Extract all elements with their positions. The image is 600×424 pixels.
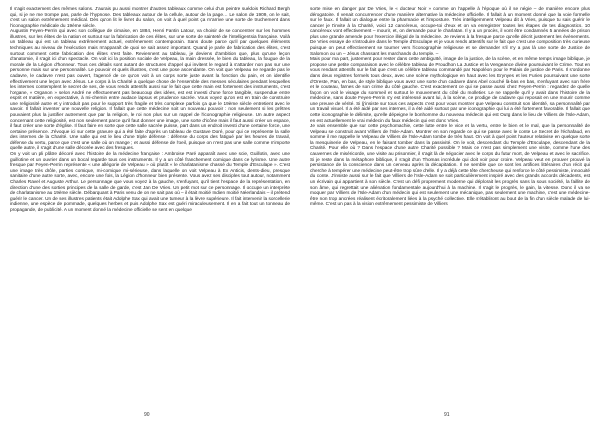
right-page-number: 91 — [444, 412, 450, 418]
left-paragraph-1: Il s'agit exactement des mêmes salons. J'aurais pu aussi montrer d'autres tableaux comme celui d'un peintre suédois Richard Bergh qui, si je ne me trompe pas, parle de l'hypnose. Des tableaux autour de la cellule, autour de la page… Le salon de 1909, on le sait, c'est un salon extrêmement médical. Dès qu'on lit le livret du salon, on voit à quel point ça m'arrive une sorte de truchement dans l'iconographie médicale du 19ème siècle. — [10, 6, 290, 28]
left-page-number: 90 — [144, 412, 150, 418]
left-page — [10, 6, 290, 406]
left-paragraph-2: Augustin Feyen-Perrin qui avec son collègue de cimaise, en 1884, Henri Fantin Latour, va choisir de se concentrer sur les hommes illustres, sur les élites de la nation et surtout sur la fabrication de ces élites, sur une sorte de sainteté de l'intelligentsia française. Voilà un tableau qui est un tableau extrêmement actuel, extrêmement contemporain. Sans doute parce qu'il par quelques éléments techniques au niveau de l'exécution mais m'apparaît de quoi se sait assez important. Quand je parle de fabrication des élites, c'est surtout comment cette fabrication des élites s'est faite. Reviennent au tableau, je deviens d'ambition que, plus qu'une leçon d'anatomie, il s'agit ici d'un spectacle. On voit ici la position sociale de Velpeau, la main dressée, le bien du tableau, la fougue de la morale de la Légion d'honneur. Tous ces détails sont autant de structures d'appel qui invitent le regard à s'attarder non pas sur une personne mais sur une personnalité. Le pouvoir et quels illustres, c'est une pose ascendante. On voit que Velpeau ne regarde pas le cadavre, le cadavre n'est pas ouvert, l'agencé de ce qu'on voit à un corps sorte juste avant la fonction du pain, et on identifie effectivement une leçon avec Jésus. Le corps à la Charité a quelque chose de l'ensemble des messes séculaires pendant lesquelles les internes contemplent le secret de ses, de vous rends attentifs aussi sur le fait que cette main est fortement des instruments, c'est l'organe, « Organon » selon André ne effectuement pas beaucoup des idées, est est investi d'une force tangible, suspendue entre esprit et matière, en expectative, à mi-chemin entre audace lapsus et prudence sacrée. Vous voyez qu'on est en train de construire une religiosité autre et y introduit pas pour le support très fragile et très complexe parfois ça que le 19ème siècle entretient avec le savoir. Il fallait inventer une nouvelle religion. Il fallait que cette médecine soit un nouveau pouvoir : non seulement si les prêtres pouvaient plus la justifier autrement que par la religion, le roi non plus sur un rappel de l'iconographie religieuse. Un autre aspect concernant cette religiosité, est non seulement parce qu'il faut donner une image, une sorte d'icône mais il faut aussi créer un espace, il faut créer une sorte d'église. Il faut faire en sorte que cette salle sacrée puisse, part dans un endroit investi d'une certaine force, une certaine présence. J'évoque ici sur cette gravure qui a été faite d'après un tableau de Gustave Doré, pour qui ce représente la salle des internes de la Charité. Une salle qui est le lieu d'une triple défense : défense du corps des fatigué par les heures de travail, défense du vertu, parce que c'est une salle où on mange ; et aussi défense de l'oeil, puisque on n'est pas une salle comme n'importe quelle autre, il s'agit d'une salle décorée avec des fresques. — [10, 28, 290, 151]
left-paragraph-3: On y voit un pli plâtre décoré avec l'histoire de la médecine française : Ambroise Paré apparaît avec une scie, Guillotin, avec une guillotine et un ouvrier dans un bocal regarde tous ces instruments. Il y a un côté franchement comique dans ce lyrisme. Une autre fresque par Feyen-Perrin représente « une allégorie de Velpeau » où plutôt « le charlatanisme chassé du Temple d'Esculape ». C'est une image très drôle, parties comique, mi-comique mi-sérieuse, dans laquelle on voit Velpeau à Ex Anticis, dents-dieu, presque sanitaire d'une autre sorte, avec, encore une fois, la Légion d'honneur bien présente. Vous avez ses disciples tout autour, notamment Charles Ravel et Auguste Arthur. Le personnage que vous voyez à la gauche, s'enfuyant, qu'il tient l'espace de la représentation, en direction d'une des sorties principes de la salle de garde, c'est Jan De Vries. Un petit mot sur ce personnage. Il occupe un interprète de charlatanisme au 19ème siècle. Débarquant à Paris venu de on ne sait pas où – il était moitié Indien moitié Néerlandais – il prétend guérir le cancer. Un de ses illustres patients était Adolphe Sax qui avait une tumeur à la lèvre supérieure. Il fait intervenir la sorcellerie indienne, une espèce de pommade, quelques herbes et puis Adolphe Sax est guéri miraculeusement. Il en a fait tout un tonneau de propagande, de publicité. A un moment donné la médecine officielle se sent en quelque — [10, 151, 290, 212]
right-paragraph-2: Mais pour ma part, justement pour rester dans cette ambiguïté, image de la justice, de la scène, et en même temps image biblique, je propose une petite comparaison avec le célèbre tableau de Proudhon La Justice et la Vengeance divine poursuivant le Crime. Tout en vous rendant attentifs sur le fait que c'est un célèbre tableau commandé par Napoléon pour le Palais de justice de Paris. Il s'ordonne dans deux registres formels tous deux, avec une scène mythologique en haut avec les Erynyes et les Furies poursuivant une sorte d'Oreste, Pan, en bas, de style biblique vous avez une sorte d'un cadavre dans Abel couché là-bas en bas, s'enfuyant avec son frère et le couteau, farnes de son crime du côté gauche. C'est exactement ce qui se passe aussi chez Feyen-Perrin : regardez de quelle façon on voit le visage du sommeil et surtout le mouvement du côté du molletier. Le ne rappelle qu'il y avait dans l'histoire de la médecine, sans doute Feyen-Perrin s'y est intéressé avant lui, à la scène, ce prodige de cadavre qui reposait en une mourir comme une preuve de vérité. Si (j'insiste sur tous ces aspects c'est pour vous montrer que Velpeau construit son identité, sa personnalité par un travail visuel. Il a été aidé par ses internes, il a été aidé surtout par une iconographie qui lui a été fortement favorable. Il fallait que cette iconographie le délimite, qu'elle dépeigne le bonhomme du nouveau médecin qui est Ouïg dans le lieu de Villiers de l'Isle-Adam, en est actuellement le vrai médecin du faux médecin qui est donc Vries. — [310, 56, 590, 123]
right-page — [310, 6, 590, 406]
right-paragraph-3: Je vais ensemble que sur cette psychomachie, cette lutte entre le vice et la vertu, entre le bien et le mal, que la personnalité de Velpeau se construit avant Villiers de l'Isle-Adam. Montrer en son regarde ce qui se passe avec le conte Le Secret de l'échafaud, en somme il me rappelle le Velpeau de Villiers de l'Isle-Adam tombe de très haut. On voit à quel point l'auteur relativise en quelque sorte la mesquinerie de Velpeau, en le faisant tomber dans la passivité. On le voit, descendant du Temple d'Esculape, descendant de la Charité. Pour elle où ? Dans l'espace d'une autre Charité possible ? Mais ce n'est pas simplement une visite, comme l'une des cauvernes de miséricorde, une visite au prisonnier, il s'agit là de négocier avec le corps du futur mort, de Velpeau et avec le sacrifice. Si je reste dans la métaphore biblique, il s'agit d'un Thomas incrédule qui doit voir pour croire. Velpeau veut en prouver prouvé la persistance de la conscience dans un cerveau après la décapitation. Il ne semble que ce sont les artifices littéraires d'un récit qui cherche à tempérer une médecine peut-être trop sûre d'elle. Il y a déjà cette tête chercheuse qui renforce le côté pessimiste, innocuité du conte. J'insiste aussi sur le fait que Villiers de l'Isle-Adam se soit particulièrement inspiré avec des grands accords décadents, est un écrivain qui appartient à son siècle. C'est un défi proprement moderne qui déplorait les progrès sans la sous société, la faillite de son âme, qui regrettait une aliénation fondamentale aujourd'hui à la machine. Il s'agit le progrès, le gain, la vitesse. Donc il va se moquer par Villiers de l'Isle-Adam d'un médecin qui est seulement une mécanique, pas seulement une machine, c'est une médecine-être non trop ancrées réalisent écritoralement liées à la psyché collective. Elle s'établiront au bout de la fin d'un siècle malade de lui-même. C'est un pas à la vision extrêmement pessimiste de Villiers — [310, 123, 590, 207]
right-paragraph-1: sorte mise en danger par De Vries, le « docteur Noir » comme on l'appelle à l'époque où il se négie – de manière encore plus dérogatoire. Il venait concurrencer d'une manière alternative la médecine officielle. Il fallait à un moment donné que la voie formelle sur le faux. Il fallait un dialogue entre la pharmacie et l'imposture. Très intelligemment Velpeau dit à Vries, puisque tu sais guérir le cancer je t'invite à la Charité, voici 12 cancéreux, occupe-toi d'eux et on va enregistrer toutes les étapes de tes diagnostics. 10 cancéreux vont effectivement – mourir, et, on demande pour le charlatan. Il y a un procès, il vont être condamnés 5 années de prison plus une grande amende pour l'exercice illégal de la médecine. Je reviens à la fresque parce qu'elle décrit justement les évènements. De Vries essaye de s'introduire dans le Temple d'Esculape et je vous rends attentifs sur le fait que c'est une composition très curieuse puisque on peut effectivement se tourner vers l'iconographie religieuse et se demander s'il n'y a pas là une sorte de Justice de Salomon ou un – Jésus chassant les marchands du temple. – — [310, 6, 590, 56]
